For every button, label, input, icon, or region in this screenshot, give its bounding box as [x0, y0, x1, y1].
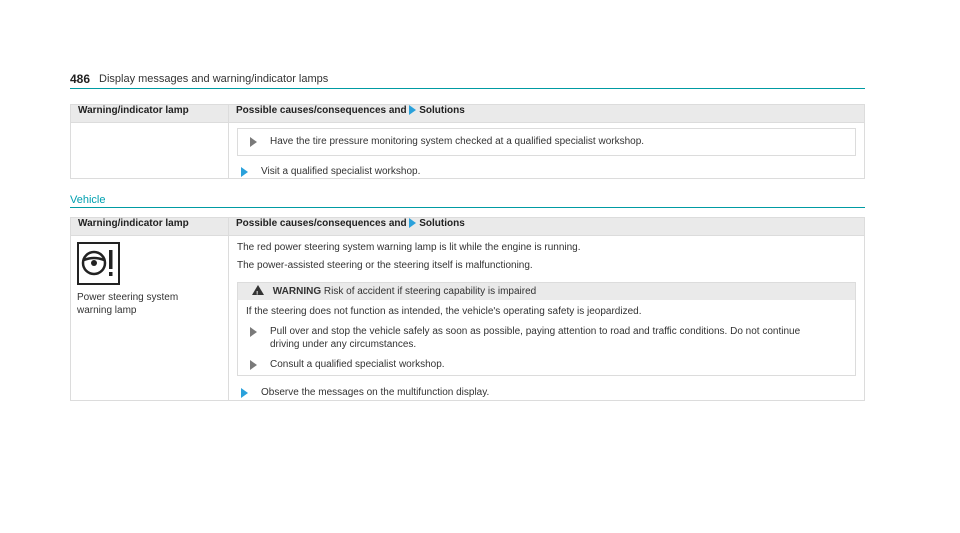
arrow-icon: [241, 167, 248, 177]
inner-step-box: [237, 128, 856, 156]
step-item: [238, 358, 855, 371]
solutions-label: Solutions: [419, 218, 465, 229]
arrow-icon: [250, 360, 257, 370]
arrow-icon: [250, 327, 257, 337]
warning-triangle-icon: [252, 285, 264, 295]
solutions-label: Solutions: [419, 105, 465, 116]
power-steering-warning-icon: [77, 242, 120, 285]
column-header-causes: [229, 105, 865, 123]
causes-label: Possible causes/consequences and: [236, 218, 407, 229]
arrow-icon: [409, 218, 416, 228]
column-header-causes: [229, 218, 865, 236]
warning-header: [238, 283, 855, 300]
description-2: The power-assisted steering or the steering itself is malfunctioning.: [237, 260, 533, 271]
step-item: [238, 325, 855, 351]
step-item: [238, 129, 855, 148]
step-text: Consult a qualified specialist workshop.: [270, 359, 445, 370]
causes-label: Possible causes/consequences and: [236, 105, 407, 116]
lamp-cell: [71, 236, 229, 401]
arrow-icon: [241, 388, 248, 398]
warning-box: [237, 282, 856, 376]
warning-text: Risk of accident if steering capability is impaired: [323, 286, 537, 297]
section-title: Vehicle: [70, 194, 865, 208]
arrow-icon: [250, 137, 257, 147]
lamp-cell: [71, 123, 229, 179]
step-text: Observe the messages on the multifunction display.: [261, 387, 490, 398]
arrow-icon: [409, 105, 416, 115]
table-tire-pressure: [70, 104, 865, 179]
causes-cell: [229, 236, 865, 401]
description-1: The red power steering system warning lamp is lit while the engine is running.: [237, 242, 581, 253]
step-text: Have the tire pressure monitoring system checked at a qualified specialist workshop.: [270, 136, 645, 147]
step-text: Visit a qualified specialist workshop.: [261, 166, 421, 177]
page-title: Display messages and warning/indicator lamps: [99, 73, 329, 85]
causes-cell: [229, 123, 865, 179]
step-item: [237, 165, 856, 178]
column-header-lamp: Warning/indicator lamp: [71, 105, 229, 123]
column-header-lamp: Warning/indicator lamp: [71, 218, 229, 236]
warning-label: WARNING: [272, 286, 322, 297]
step-item: [237, 386, 856, 399]
step-text: Pull over and stop the vehicle safely as soon as possible, paying attention to road and traffic conditions. Do not continue driving under any circumstances.: [270, 326, 801, 350]
page-number: 486: [70, 72, 91, 86]
lamp-label: Power steering system warning lamp: [77, 292, 179, 316]
table-power-steering: [70, 217, 865, 401]
warning-body: If the steering does not function as intended, the vehicle's operating safety is jeopardized.: [246, 306, 642, 317]
page-header: [70, 72, 865, 89]
